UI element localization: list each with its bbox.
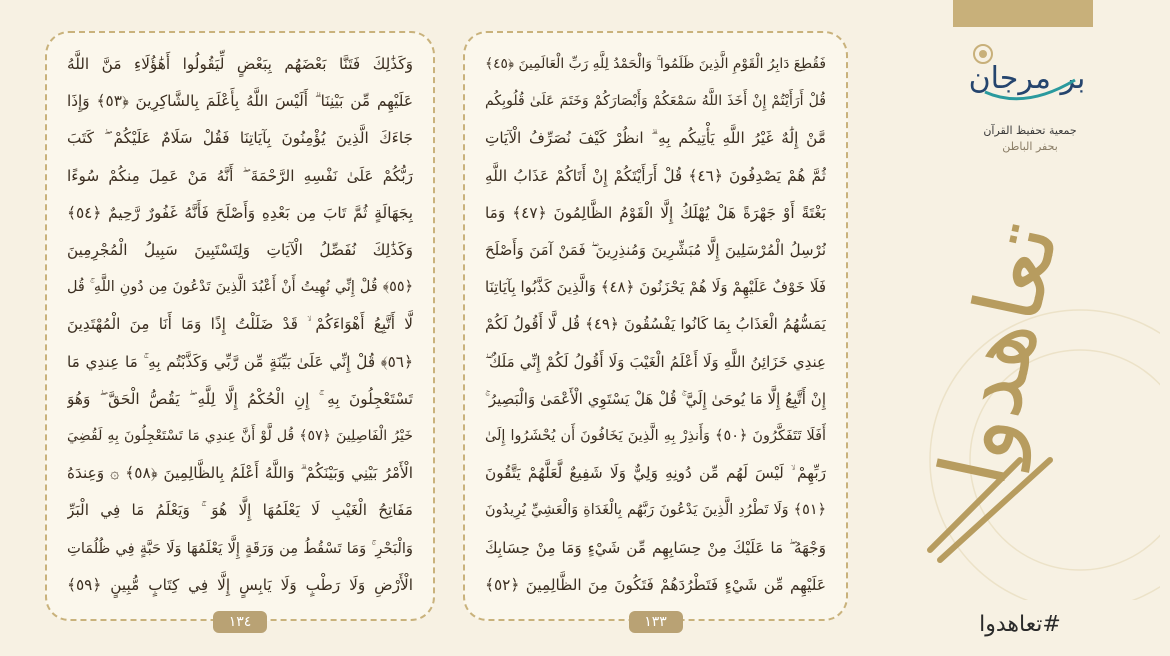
logo-wordmark: بر مرجان	[968, 61, 1086, 96]
text-line: لَّا أَتَّبِعُ أَهْوَاءَكُمْ ۙ قَدْ ضَلَلْتُ إِذًا وَمَا أَنَا مِنَ الْمُهْتَدِينَ	[67, 315, 413, 334]
text-line: الْأَرْضِ وَلَا رَطْبٍ وَلَا يَابِسٍ إِلَّا فِي كِتَابٍ مُّبِينٍ ﴿٥٩﴾	[67, 575, 413, 594]
text-line: وَالْبَحْرِ ۚ وَمَا تَسْقُطُ مِن وَرَقَةٍ إِلَّا يَعْلَمُهَا وَلَا حَبَّةٍ فِي ظُلُمَاتِ	[67, 539, 413, 557]
text-line: عِندِي خَزَائِنُ اللَّهِ وَلَا أَعْلَمُ الْغَيْبَ وَلَا أَقُولُ لَكُمْ إِنِّي مَلَكٌ ۖ	[485, 352, 826, 371]
page-text	[67, 47, 413, 603]
page-text	[485, 47, 826, 603]
text-line: فَقُطِعَ دَابِرُ الْقَوْمِ الَّذِينَ ظَلَمُوا ۚ وَالْحَمْدُ لِلَّهِ رَبِّ الْعَالَمِينَ ﴿٤٥﴾	[485, 56, 826, 72]
text-line: بَغْتَةً أَوْ جَهْرَةً هَلْ يُهْلَكُ إِلَّا الْقَوْمُ الظَّالِمُونَ ﴿٤٧﴾ وَمَا	[485, 203, 826, 222]
organization-name: جمعية تحفيظ القرآن	[983, 124, 1077, 137]
text-line: الْأَمْرُ بَيْنِي وَبَيْنَكُمْ ۗ وَاللَّهُ أَعْلَمُ بِالظَّالِمِينَ ﴿٥٨﴾ ۞ وَعِندَهُ	[67, 464, 413, 483]
text-line: خَيْرُ الْفَاصِلِينَ ﴿٥٧﴾ قُل لَّوْ أَنَّ عِندِي مَا تَسْتَعْجِلُونَ بِهِ لَقُضِيَ	[67, 428, 413, 445]
text-line: قُلْ أَرَأَيْتُمْ إِنْ أَخَذَ اللَّهُ سَمْعَكُمْ وَأَبْصَارَكُمْ وَخَتَمَ عَلَىٰ قُلُوبِكُم	[485, 93, 826, 110]
text-line: يَمَسُّهُمُ الْعَذَابُ بِمَا كَانُوا يَفْسُقُونَ ﴿٤٩﴾ قُل لَّا أَقُولُ لَكُمْ	[485, 315, 826, 334]
text-line: بِجَهَالَةٍ ثُمَّ تَابَ مِن بَعْدِهِ وَأَصْلَحَ فَأَنَّهُ غَفُورٌ رَّحِيمٌ ﴿٥٤﴾	[67, 203, 413, 222]
page-number: ١٣٣	[629, 611, 683, 633]
text-line: ﴿٥٥﴾ قُلْ إِنِّي نُهِيتُ أَنْ أَعْبُدَ الَّذِينَ تَدْعُونَ مِن دُونِ اللَّهِ ۚ قُل	[67, 279, 413, 296]
text-line: مَّنْ إِلَٰهٌ غَيْرُ اللَّهِ يَأْتِيكُم بِهِ ۗ انظُرْ كَيْفَ نُصَرِّفُ الْآيَاتِ	[485, 129, 826, 148]
text-line: ﴿٥١﴾ وَلَا تَطْرُدِ الَّذِينَ يَدْعُونَ رَبَّهُم بِالْغَدَاةِ وَالْعَشِيِّ يُرِيدُونَ	[485, 502, 826, 519]
text-line: تَسْتَعْجِلُونَ بِهِ ۚ إِنِ الْحُكْمُ إِلَّا لِلَّهِ ۖ يَقُصُّ الْحَقَّ ۖ وَهُوَ	[67, 389, 413, 408]
text-line: جَاءَكَ الَّذِينَ يُؤْمِنُونَ بِآيَاتِنَا فَقُلْ سَلَامٌ عَلَيْكُمْ ۖ كَتَبَ	[67, 129, 413, 148]
text-line: عَلَيْهِم مِّن بَيْنِنَا ۗ أَلَيْسَ اللَّهُ بِأَعْلَمَ بِالشَّاكِرِينَ ﴿٥٣﴾ وَإِذَا	[67, 92, 413, 111]
text-line: ثُمَّ هُمْ يَصْدِفُونَ ﴿٤٦﴾ قُلْ أَرَأَيْتَكُمْ إِنْ أَتَاكُمْ عَذَابُ اللَّهِ	[485, 166, 826, 185]
text-line: رَبِّهِمْ ۙ لَيْسَ لَهُم مِّن دُونِهِ وَلِيٌّ وَلَا شَفِيعٌ لَّعَلَّهُمْ يَتَّقُونَ	[485, 464, 826, 483]
calligraphy-artwork	[900, 160, 1160, 600]
text-line: وَكَذَٰلِكَ فَتَنَّا بَعْضَهُم بِبَعْضٍ لِّيَقُولُوا أَهَٰؤُلَاءِ مَنَّ اللَّهُ	[67, 55, 413, 73]
text-line: وَكَذَٰلِكَ نُفَصِّلُ الْآيَاتِ وَلِتَسْتَبِينَ سَبِيلُ الْمُجْرِمِينَ	[67, 241, 413, 260]
mushaf-page-134	[45, 31, 435, 630]
text-line: فَلَا خَوْفٌ عَلَيْهِمْ وَلَا هُمْ يَحْزَنُونَ ﴿٤٨﴾ وَالَّذِينَ كَذَّبُوا بِآيَاتِنَا	[485, 278, 826, 297]
text-line: أَفَلَا تَتَفَكَّرُونَ ﴿٥٠﴾ وَأَنذِرْ بِهِ الَّذِينَ يَخَافُونَ أَن يُحْشَرُوا إِلَىٰ	[485, 428, 826, 445]
text-line: ﴿٥٦﴾ قُلْ إِنِّي عَلَىٰ بَيِّنَةٍ مِّن رَّبِّي وَكَذَّبْتُم بِهِ ۚ مَا عِندِي مَا	[67, 352, 413, 371]
text-line: نُرْسِلُ الْمُرْسَلِينَ إِلَّا مُبَشِّرِينَ وَمُنذِرِينَ ۖ فَمَنْ آمَنَ وَأَصْلَحَ	[485, 241, 826, 260]
text-line: وَجْهَهُ ۖ مَا عَلَيْكَ مِنْ حِسَابِهِم مِّن شَيْءٍ وَمَا مِنْ حِسَابِكَ	[485, 538, 826, 557]
top-accent-bar	[953, 0, 1093, 27]
text-line: عَلَيْهِم مِّن شَيْءٍ فَتَطْرُدَهُمْ فَتَكُونَ مِنَ الظَّالِمِينَ ﴿٥٢﴾	[485, 575, 826, 594]
text-line: رَبُّكُمْ عَلَىٰ نَفْسِهِ الرَّحْمَةَ ۖ أَنَّهُ مَنْ عَمِلَ مِنكُمْ سُوءًا	[67, 166, 413, 185]
calligraphy-word: تعاهدوا	[919, 212, 1080, 495]
organization-city: بحفر الباطن	[1002, 140, 1058, 153]
page-number: ١٣٤	[213, 611, 267, 633]
organization-logo	[965, 40, 1090, 110]
text-line: مَفَاتِحُ الْغَيْبِ لَا يَعْلَمُهَا إِلَّا هُوَ ۚ وَيَعْلَمُ مَا فِي الْبَرِّ	[67, 501, 413, 520]
hashtag-label: #تعاهدوا	[979, 612, 1061, 637]
text-line: إِنْ أَتَّبِعُ إِلَّا مَا يُوحَىٰ إِلَيَّ ۚ قُلْ هَلْ يَسْتَوِي الْأَعْمَىٰ وَالْبَصِيرُ ۚ	[485, 389, 826, 408]
mushaf-page-133	[463, 31, 848, 630]
